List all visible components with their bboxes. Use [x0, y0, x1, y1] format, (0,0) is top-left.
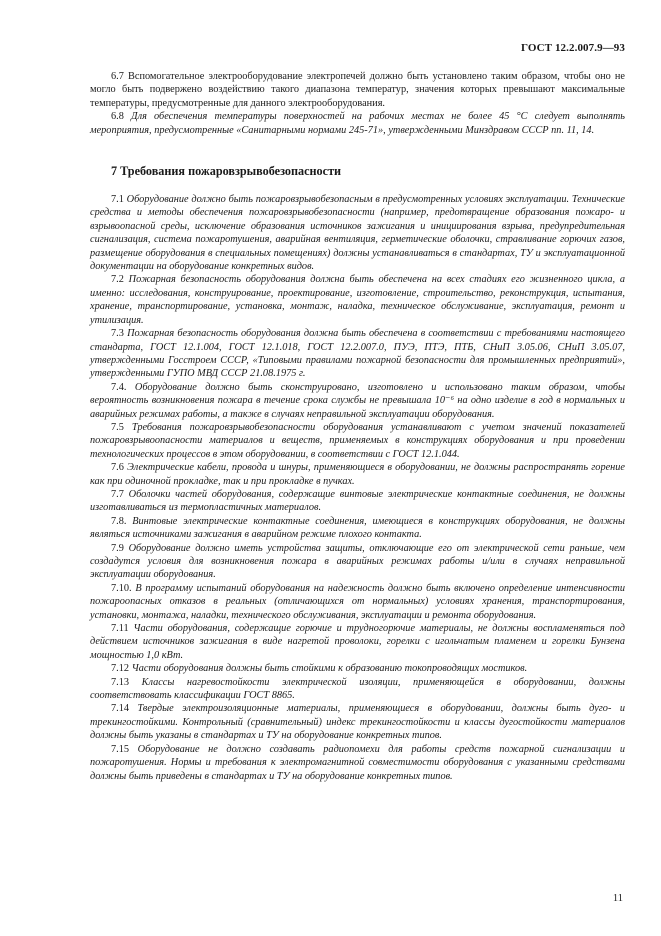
intro-block: [90, 70, 625, 137]
document-body: [90, 70, 625, 783]
paragraph-text: Для обеспечения температуры поверхностей на рабочих местах не более 45 °С следует выполнять мероприятия, предусмотренные «Санитарными нормами 245-71», утвержденными Минздравом СССР пп. 11, 14.: [90, 111, 625, 136]
paragraph-number: 7.13: [111, 676, 130, 688]
paragraph: [90, 662, 625, 675]
paragraph-number: 7.8.: [111, 515, 127, 527]
paragraph-number: 6.8: [111, 111, 124, 123]
paragraph: [90, 461, 625, 488]
paragraph-number: 6.7: [111, 71, 124, 82]
paragraph-number: 7.4.: [111, 381, 127, 393]
page-number: 11: [612, 893, 623, 904]
paragraph: [90, 193, 625, 273]
paragraph-number: 7.2: [111, 274, 124, 286]
paragraph: [90, 381, 625, 421]
section-body: [90, 193, 625, 783]
paragraph: [90, 743, 625, 783]
paragraph-text: Пожарная безопасность оборудования должна быть обеспечена на всех стадиях его жизненного цикла, а именно: исследования, конструирование, проектирование, изготовление, строительство, реконструкция, испытания, хранение, транспортирование, установка, монтаж, наладка, техническое обслуживание, эксплуатация, ремонт и утилизация.: [90, 274, 625, 326]
paragraph-text: Оболочки частей оборудования, содержащие винтовые электрические контактные соединения, не должны изготавливаться из термопластичных материалов.: [90, 488, 625, 514]
paragraph-number: 7.6: [111, 462, 124, 474]
paragraph-text: Оборудование не должно создавать радиопомехи для работы средств пожарной сигнализации и пожаротушения. Нормы и требования к электромагнитной совместимости оборудования с указанными средствами должны быть приведены в стандартах и ТУ на оборудование конкретных типов.: [90, 743, 625, 782]
paragraph-text: Части оборудования, содержащие горючие и трудногорючие материалы, не должны воспламеняться под действием источников зажигания в виде нагретой проволоки, горелки с игольчатым пламенем и горелки Бунзена мощностью 1,0 кВт.: [90, 623, 625, 661]
paragraph-text: Оборудование должно быть сконструировано, изготовлено и использовано таким образом, чтобы вероятность возникновения пожара в течение срока службы не превышала 10⁻⁶ на одно изделие в год в нормальных и аварийных режимах работы, а также в случаях неправильной эксплуатации оборудования.: [90, 381, 625, 420]
paragraph: [90, 327, 625, 381]
paragraph-text: Твердые электроизоляционные материалы, применяющиеся в оборудовании, должны быть дуго- и трекингостойкими. Контрольный (сравнительный) индекс трекингостойкости и классы дугостойкости материалов должны быть указаны в стандартах и ТУ на оборудование конкретных типов.: [90, 703, 625, 742]
paragraph-number: 7.5: [111, 421, 124, 433]
paragraph-text: Части оборудования должны быть стойкими к образованию токопроводящих мостиков.: [129, 663, 528, 675]
paragraph-number: 7.14: [111, 703, 130, 715]
paragraph-text: Вспомогательное электрооборудование электропечей должно быть установлено таким образом, чтобы оно не могло быть подвержено воздействию такого диапазона температур, значения которых превышают максимальные температуры, предусмотренные для данного электрооборудования.: [90, 71, 625, 109]
paragraph-number: 7.11: [111, 623, 129, 635]
paragraph-number: 7.7: [111, 488, 124, 500]
paragraph: [90, 702, 625, 742]
paragraph-text: Оборудование должно быть пожаровзрывобезопасным в предусмотренных условиях эксплуатации. Технические средства и методы обеспечения пожаровзрывобезопасности (например, предотвращение образования пожаро- и взрывоопасной среды, исключение образования источников зажигания и инициирования взрыва, предупредительная сигнализация, система пожаротушения, аварийная вентиляция, герметические оболочки, стравливание горючих газов, размещение оборудования в специальных помещениях) должны устанавливаться в стандартах, ТУ и эксплуатационной документации на оборудование конкретных видов.: [90, 194, 625, 273]
paragraph-number: 7.10.: [111, 582, 132, 594]
paragraph: [90, 421, 625, 461]
paragraph-text: Электрические кабели, провода и шнуры, применяющиеся в оборудовании, не должны распространять горение как при одиночной прокладке, так и при прокладке в пучках.: [90, 462, 625, 487]
paragraph-text: Винтовые электрические контактные соединения, имеющиеся в конструкциях оборудования, не должны являться источниками зажигания в аварийном режиме плохого контакта.: [90, 515, 625, 541]
paragraph: [90, 542, 625, 582]
paragraph: [90, 622, 625, 662]
paragraph-number: 7.1: [111, 194, 124, 206]
section-heading: 7 Требования пожаровзрывобезопасности: [111, 164, 342, 179]
paragraph: [90, 515, 625, 542]
paragraph: [90, 676, 625, 703]
paragraph: [90, 582, 625, 622]
paragraph-text: Пожарная безопасность оборудования должна быть обеспечена в соответствии с требованиями настоящего стандарта, ГОСТ 12.1.004, ГОСТ 12.1.018, ГОСТ 12.2.007.0, ПУЭ, ПТЭ, ПТБ, СНиП 3.05.06, СНиП 3.05.07, утвержденными Госстроем СССР, «Типовыми правилами пожарной безопасности для промышленных предприятий», утвержденными ГУПО МВД СССР 21.08.1975 г.: [90, 328, 625, 380]
paragraph-number: 7.3: [111, 328, 124, 340]
paragraph-text: Требования пожаровзрывобезопасности оборудования устанавливают с учетом значений показателей пожаровзрывоопасности материалов и веществ, применяемых в конструкциях оборудования и при проведении технологических процессов в этом оборудовании, в соответствии с ГОСТ 12.1.044.: [90, 421, 625, 460]
paragraph: [90, 273, 625, 327]
paragraph-number: 7.12: [111, 663, 130, 675]
paragraph: [90, 70, 625, 110]
paragraph-text: Оборудование должно иметь устройства защиты, отключающие его от электрической сети раньше, чем создадутся условия для возникновения пожара в аварийных режимах работы и/или в случаях неправильной эксплуатации оборудования.: [90, 542, 625, 581]
paragraph-number: 7.15: [111, 743, 130, 755]
paragraph-number: 7.9: [111, 542, 124, 554]
paragraph: [90, 488, 625, 515]
paragraph: [90, 110, 625, 137]
paragraph-text: Классы нагревостойкости электрической изоляции, применяющейся в оборудовании, должны соответствовать классификации ГОСТ 8865.: [90, 676, 625, 702]
paragraph-text: В программу испытаний оборудования на надежность должно быть включено определение интенсивности пожароопасных отказов в реальных (отличающихся от нормальных) условиях хранения, транспортирования, установки, монтажа, наладки, технического обслуживания, эксплуатации и ремонта оборудования.: [90, 582, 625, 621]
document-header: ГОСТ 12.2.007.9—93: [521, 42, 625, 54]
